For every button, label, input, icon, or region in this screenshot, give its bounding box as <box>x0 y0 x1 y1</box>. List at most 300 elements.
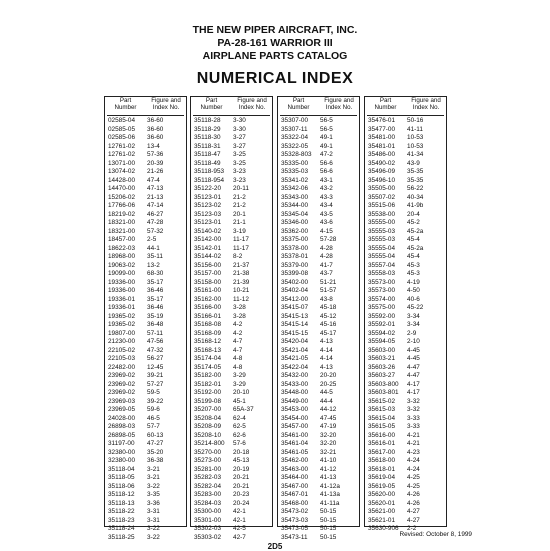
index-row <box>365 449 446 458</box>
figure-index: 2-2 <box>407 525 417 532</box>
index-row <box>278 389 359 398</box>
part-number: 35448-00 <box>281 389 309 396</box>
index-row <box>105 415 186 424</box>
figure-index: 32-20 <box>320 431 337 439</box>
part-number: 35341-02 <box>281 176 309 184</box>
index-row <box>365 245 446 254</box>
part-number: 35603-00 <box>368 346 396 354</box>
figure-index: 2-9 <box>407 329 417 337</box>
figure-index: 45-4 <box>407 253 420 260</box>
figure-index: 3-23 <box>233 168 246 175</box>
figure-index: 3-31 <box>147 516 160 524</box>
figure-index: 3-23 <box>233 176 246 184</box>
index-row <box>365 143 446 152</box>
index-row <box>365 168 446 177</box>
index-row <box>105 440 186 449</box>
part-number: 35454-00 <box>281 414 309 422</box>
figure-index: 4-26 <box>407 491 420 498</box>
part-number: 19336-01 <box>108 295 136 303</box>
figure-index: 36-48 <box>147 321 164 328</box>
index-row <box>365 304 446 313</box>
index-row <box>191 347 272 356</box>
part-number: 35481-01 <box>368 142 396 150</box>
part-number: 35346-00 <box>281 219 309 226</box>
figure-index: 57-7 <box>147 423 160 430</box>
index-row <box>191 185 272 194</box>
figure-index: 57-11 <box>147 329 163 337</box>
index-row <box>191 117 272 126</box>
index-row <box>365 253 446 262</box>
part-number: 35462-00 <box>281 457 309 464</box>
index-row <box>191 330 272 339</box>
index-row <box>105 245 186 254</box>
figure-index: 11-12 <box>233 295 249 303</box>
part-number: 35615-03 <box>368 406 396 413</box>
index-row <box>191 500 272 509</box>
figure-index: 21-39 <box>233 278 250 286</box>
part-number: 13071-00 <box>108 159 136 167</box>
index-row <box>278 517 359 526</box>
column-header <box>278 97 359 114</box>
part-number: 35343-00 <box>281 193 309 201</box>
index-row <box>278 185 359 194</box>
figure-index: 65A-37 <box>233 406 254 413</box>
figure-index: 3-27 <box>233 134 246 141</box>
figure-index: 47-19 <box>320 423 337 430</box>
index-row <box>365 194 446 203</box>
index-row <box>365 185 446 194</box>
part-number: 32380-00 <box>108 457 136 464</box>
part-number: 21230-00 <box>108 338 136 345</box>
index-row <box>105 517 186 526</box>
part-number: 35557-04 <box>368 261 396 269</box>
figure-index: 50-15 <box>320 533 337 541</box>
index-row <box>365 202 446 211</box>
part-number: 35118-23 <box>108 516 135 524</box>
index-row <box>365 211 446 220</box>
index-row <box>105 134 186 143</box>
header-divider <box>280 115 357 116</box>
index-row <box>191 440 272 449</box>
figure-index: 47-2 <box>320 151 333 158</box>
index-row <box>365 126 446 135</box>
figure-index: 45-4 <box>407 236 420 243</box>
figure-index: 44-5 <box>320 389 333 396</box>
part-number: 35490-02 <box>368 159 396 167</box>
index-row <box>278 151 359 160</box>
figure-index: 3-22 <box>147 525 160 532</box>
figure-index: 4-13 <box>320 338 333 345</box>
figure-index: 49-1 <box>320 142 333 150</box>
part-number: 22482-00 <box>108 363 136 371</box>
part-number: 32380-00 <box>108 448 136 456</box>
figure-index: 36-60 <box>147 125 164 133</box>
index-row <box>191 304 272 313</box>
index-row <box>191 177 272 186</box>
figure-index: 59-6 <box>147 406 160 413</box>
figure-index: 20-20 <box>320 372 337 379</box>
part-number: 35592-01 <box>368 321 396 328</box>
part-number: 35284-03 <box>194 499 222 507</box>
index-row <box>278 500 359 509</box>
index-row <box>105 508 186 517</box>
index-row <box>278 313 359 322</box>
index-row <box>278 525 359 534</box>
index-row <box>191 168 272 177</box>
part-number: 35123-03 <box>194 210 222 218</box>
part-number: 35461-00 <box>281 431 309 439</box>
part-number: 23969-05 <box>108 406 136 413</box>
part-number: 35378-00 <box>281 244 309 252</box>
index-row <box>278 381 359 390</box>
figure-index: 3-22 <box>147 482 160 490</box>
index-row <box>191 219 272 228</box>
index-row <box>191 517 272 526</box>
figure-index: 20-1 <box>233 210 246 218</box>
part-number: 35122-20 <box>194 185 222 192</box>
index-row <box>105 330 186 339</box>
figure-index: 20-39 <box>147 159 164 167</box>
index-row <box>191 415 272 424</box>
figure-index: 57-32 <box>147 227 164 235</box>
figure-index: 20-10 <box>233 389 250 396</box>
figure-index: 62-5 <box>233 423 246 430</box>
index-row <box>278 270 359 279</box>
part-number: 35162-00 <box>194 295 222 303</box>
index-row <box>365 466 446 475</box>
figure-index: 13-4 <box>147 142 160 150</box>
part-number: 22105-02 <box>108 346 136 354</box>
part-number: 35118-24 <box>108 525 135 532</box>
figure-index: 4-23 <box>407 448 420 456</box>
index-row <box>365 236 446 245</box>
index-row <box>105 432 186 441</box>
index-row <box>365 372 446 381</box>
part-number: 35118-29 <box>194 125 221 133</box>
part-number: 18622-03 <box>108 244 136 252</box>
figure-index: 3-29 <box>233 380 246 388</box>
index-row <box>365 423 446 432</box>
index-row <box>191 287 272 296</box>
figure-index: 13-2 <box>147 261 160 269</box>
part-number: 35617-00 <box>368 448 396 456</box>
part-number: 35118-30 <box>194 134 221 141</box>
index-row <box>365 279 446 288</box>
figure-index: 4-27 <box>407 516 420 524</box>
index-row <box>191 508 272 517</box>
figure-index: 3-21 <box>147 474 160 481</box>
index-row <box>191 270 272 279</box>
part-number: 14470-00 <box>108 185 136 192</box>
index-row <box>105 313 186 322</box>
figure-index: 59-5 <box>147 389 160 396</box>
figure-index: 42-7 <box>233 533 246 541</box>
index-column <box>364 96 447 532</box>
index-row <box>191 474 272 483</box>
figure-index: 47-13 <box>147 185 164 192</box>
figure-index-header: Figure and Index No. <box>237 97 267 111</box>
figure-index: 44-4 <box>320 397 333 405</box>
part-number: 35168-13 <box>194 346 222 354</box>
part-number: 35168-12 <box>194 338 222 345</box>
index-row <box>105 296 186 305</box>
part-number: 35461-05 <box>281 448 309 456</box>
part-number: 35473-05 <box>281 525 309 532</box>
figure-index: 4-21 <box>407 431 420 439</box>
figure-index-header: Figure and Index No. <box>324 97 354 111</box>
figure-index: 4-19 <box>407 278 420 286</box>
figure-index: 47-45 <box>320 414 337 422</box>
figure-index: 44-12 <box>320 406 337 413</box>
figure-index: 36-60 <box>147 134 164 141</box>
index-row <box>365 151 446 160</box>
index-row <box>365 355 446 364</box>
part-number: 35555-03 <box>368 227 396 235</box>
figure-index: 4-24 <box>407 457 420 464</box>
index-row <box>191 126 272 135</box>
figure-index: 3-28 <box>233 304 246 311</box>
part-number: 35342-06 <box>281 185 309 192</box>
index-row <box>105 279 186 288</box>
figure-index: 57-28 <box>320 236 337 243</box>
index-row <box>278 432 359 441</box>
figure-index: 43-4 <box>320 202 333 209</box>
index-row <box>105 211 186 220</box>
figure-index: 3-34 <box>407 321 420 328</box>
index-row <box>365 228 446 237</box>
index-row <box>191 228 272 237</box>
figure-index: 45-1 <box>233 397 246 405</box>
part-number: 35270-00 <box>194 448 222 456</box>
figure-index: 4-28 <box>320 244 333 252</box>
part-number: 19099-00 <box>108 270 136 277</box>
index-row <box>365 432 446 441</box>
part-number: 19063-02 <box>108 261 136 269</box>
figure-index: 12-45 <box>147 363 164 371</box>
index-row <box>278 372 359 381</box>
figure-index: 3-31 <box>147 508 160 515</box>
index-row <box>278 423 359 432</box>
index-row <box>105 483 186 492</box>
index-row <box>278 245 359 254</box>
part-number: 12761-02 <box>108 151 136 158</box>
part-number: 35182-01 <box>194 380 222 388</box>
figure-index: 4-8 <box>233 363 243 371</box>
part-number: 23969-02 <box>108 372 136 379</box>
figure-index: 3-32 <box>407 397 420 405</box>
part-number-header: Part Number <box>374 97 397 111</box>
part-number: 35300-00 <box>194 508 222 515</box>
index-row <box>105 398 186 407</box>
part-number: 35620-00 <box>368 491 396 498</box>
index-row <box>365 160 446 169</box>
index-row <box>278 126 359 135</box>
index-row <box>105 406 186 415</box>
figure-index: 2-5 <box>147 236 157 243</box>
index-row <box>105 389 186 398</box>
part-number: 35621-00 <box>368 508 396 515</box>
part-number: 35344-00 <box>281 202 309 209</box>
figure-index: 41-11a <box>320 499 340 507</box>
part-number: 35467-01 <box>281 491 309 498</box>
figure-index: 20-19 <box>233 465 250 473</box>
index-row <box>278 398 359 407</box>
index-row <box>365 313 446 322</box>
part-number: 35273-00 <box>194 457 222 464</box>
index-row <box>105 177 186 186</box>
figure-index: 4-2 <box>233 329 243 337</box>
part-number: 35463-00 <box>281 465 309 473</box>
part-number: 35402-00 <box>281 278 309 286</box>
index-row <box>191 381 272 390</box>
part-number: 35118-954 <box>194 176 225 184</box>
part-number: 35603-26 <box>368 363 396 371</box>
index-row <box>365 406 446 415</box>
index-row <box>278 534 359 543</box>
part-number: 35555-03 <box>368 236 396 243</box>
figure-index: 51-21 <box>320 278 337 286</box>
figure-index: 2-10 <box>407 338 420 345</box>
index-row <box>278 415 359 424</box>
figure-index: 35-35 <box>407 176 424 184</box>
index-row <box>278 211 359 220</box>
index-row <box>105 253 186 262</box>
part-number-header: Part Number <box>287 97 310 111</box>
part-number: 35118-12 <box>108 491 135 498</box>
part-number: 35118-06 <box>108 482 135 490</box>
part-number: 35412-00 <box>281 295 309 303</box>
part-number: 35378-01 <box>281 253 309 260</box>
part-number: 35515-06 <box>368 202 396 209</box>
part-number: 35449-00 <box>281 397 309 405</box>
figure-index: 42-1 <box>233 508 246 515</box>
index-row <box>105 466 186 475</box>
part-number: 35192-00 <box>194 389 222 396</box>
figure-index: 4-50 <box>407 287 420 294</box>
figure-index: 50-16 <box>407 117 424 124</box>
figure-index: 4-14 <box>320 355 333 362</box>
part-number: 35307-00 <box>281 117 309 124</box>
part-number: 02585-06 <box>108 134 136 141</box>
index-row <box>278 330 359 339</box>
part-number: 35415-14 <box>281 321 309 328</box>
figure-index: 51-57 <box>320 287 337 294</box>
part-number: 35603-800 <box>368 380 399 388</box>
figure-index: 47-14 <box>147 202 164 209</box>
index-row <box>105 338 186 347</box>
figure-index: 45-2 <box>407 219 420 226</box>
part-number: 35123-01 <box>194 219 222 226</box>
index-row <box>191 491 272 500</box>
figure-index: 4-17 <box>407 380 420 388</box>
part-number: 35467-00 <box>281 482 309 490</box>
index-row <box>365 500 446 509</box>
figure-index: 39-22 <box>147 397 164 405</box>
figure-index: 46-27 <box>147 210 164 218</box>
part-number: 35142-01 <box>194 244 222 252</box>
part-number: 35118-31 <box>194 142 221 150</box>
figure-index: 41-12a <box>320 482 340 490</box>
figure-index: 43-7 <box>320 270 333 277</box>
part-number: 35573-00 <box>368 287 396 294</box>
part-number: 31197-00 <box>108 440 135 447</box>
figure-index: 60-13 <box>147 431 164 439</box>
figure-index: 57-27 <box>147 380 164 388</box>
figure-index: 4-26 <box>407 499 420 507</box>
part-number: 35473-03 <box>281 516 309 524</box>
column-header <box>105 97 186 114</box>
part-number: 35362-00 <box>281 227 309 235</box>
index-row <box>191 525 272 534</box>
figure-index: 3-35 <box>147 491 160 498</box>
figure-index: 32-20 <box>320 440 337 447</box>
figure-index: 4-7 <box>233 346 243 354</box>
header-divider <box>193 115 270 116</box>
part-number: 15206-02 <box>108 193 136 201</box>
figure-index: 47-4 <box>147 176 160 184</box>
part-number: 35603-21 <box>368 355 396 362</box>
part-number: 35496-09 <box>368 168 396 175</box>
index-row <box>105 236 186 245</box>
figure-index: 41-7 <box>320 261 333 269</box>
figure-index: 56-5 <box>320 117 333 124</box>
figure-index: 10-53 <box>407 134 424 141</box>
page-number: 2D5 <box>267 542 283 551</box>
figure-index: 35-17 <box>147 295 164 303</box>
figure-index: 3-30 <box>233 125 246 133</box>
figure-index: 20-11 <box>233 185 249 192</box>
part-number: 13074-02 <box>108 168 136 175</box>
index-row <box>105 160 186 169</box>
figure-index: 4-21 <box>407 440 420 447</box>
figure-index: 36-46 <box>147 287 164 294</box>
figure-index: 40-6 <box>407 295 420 303</box>
part-number: 35199-08 <box>194 397 222 405</box>
index-row <box>105 381 186 390</box>
index-row <box>105 474 186 483</box>
figure-index: 10-21 <box>233 287 250 294</box>
figure-index: 43-6 <box>320 219 333 226</box>
figure-index: 21-2 <box>233 193 246 201</box>
figure-index: 3-36 <box>147 499 160 507</box>
index-row <box>105 304 186 313</box>
figure-index: 4-45 <box>407 346 420 354</box>
part-number: 35630-906 <box>368 525 399 532</box>
index-row <box>278 202 359 211</box>
part-number: 35505-00 <box>368 185 396 192</box>
figure-index: 32-21 <box>320 448 337 456</box>
index-row <box>365 177 446 186</box>
column-header <box>191 97 272 114</box>
part-number: 35575-00 <box>368 304 396 311</box>
figure-index: 3-28 <box>233 312 246 320</box>
index-row <box>278 262 359 271</box>
part-number: 35555-04 <box>368 244 396 252</box>
part-number: 35303-02 <box>194 533 222 541</box>
part-number: 19365-02 <box>108 312 136 320</box>
part-number: 35420-04 <box>281 338 309 345</box>
index-row <box>278 457 359 466</box>
figure-index: 35-20 <box>147 448 164 456</box>
figure-index: 20-23 <box>233 491 250 498</box>
index-row <box>278 483 359 492</box>
figure-index: 45-3 <box>407 270 420 277</box>
part-number: 35496-10 <box>368 176 396 184</box>
figure-index: 3-30 <box>233 117 246 124</box>
part-number: 35621-01 <box>368 516 396 524</box>
part-number: 35421-05 <box>281 355 309 362</box>
figure-index: 10-53 <box>407 142 424 150</box>
